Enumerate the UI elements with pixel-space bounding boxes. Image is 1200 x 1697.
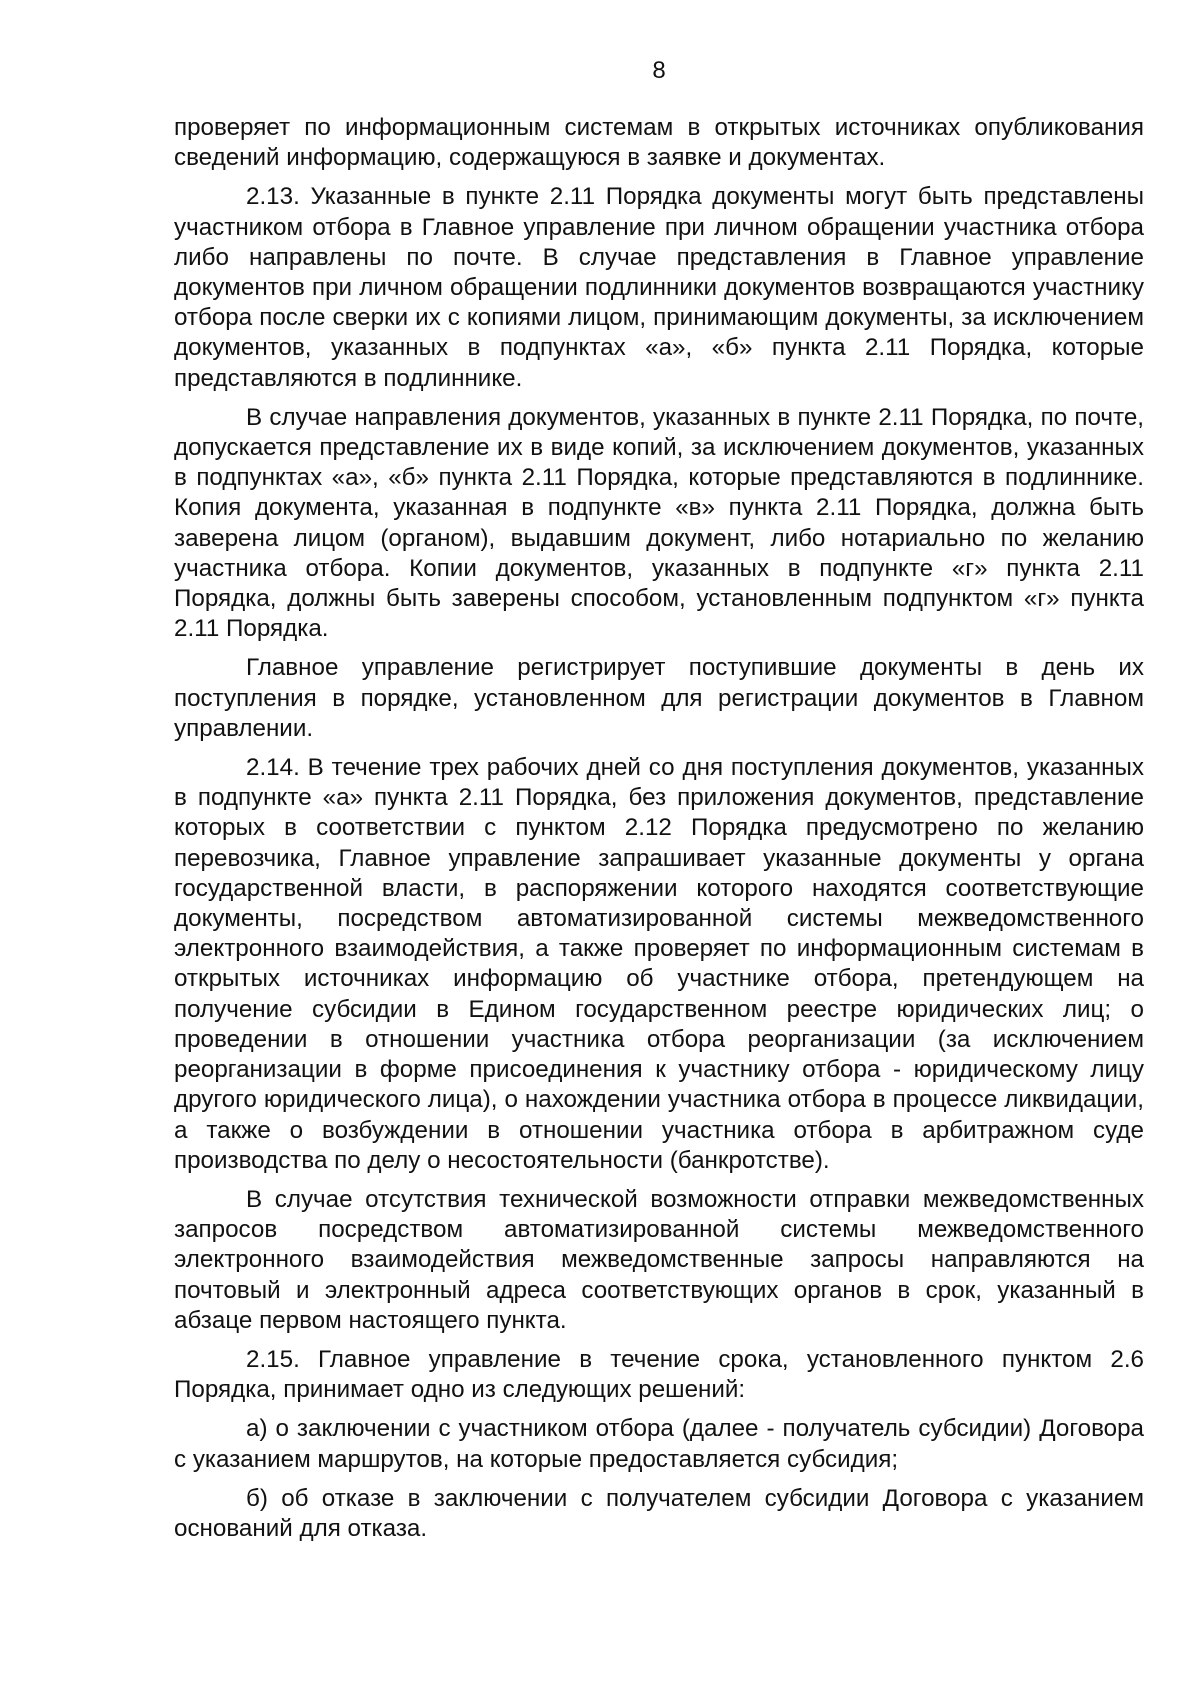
- paragraph-item-a: а) о заключении с участником отбора (далее - получатель субсидии) Договора с указанием маршрутов, на которые предоставляется субсидия;: [174, 1415, 1144, 1473]
- paragraph-mail-submission: В случае направления документов, указанных в пункте 2.11 Порядка, по почте, допускается представление их в виде копий, за исключением документов, указанных в подпунктах «а», «б» пункта 2.11 Порядка, которые представляются в подлиннике. Копия документа, указанная в подпункте «в» пункта 2.11 Порядка, должна быть заверена лицом (органом), выдавшим документ, либо нотариально по желанию участника отбора. Копии документов, указанных в подпункте «г» пункта 2.11 Порядка, должны быть заверены способом, установленным подпунктом «г» пункта 2.11 Порядка.: [174, 403, 1144, 643]
- document-body: [174, 113, 1144, 1553]
- paragraph-continuation: проверяет по информационным системам в открытых источниках опубликования сведений информацию, содержащуюся в заявке и документах.: [174, 114, 1144, 172]
- paragraph-no-technical-possibility: В случае отсутствия технической возможности отправки межведомственных запросов посредством автоматизированной системы межведомственного электронного взаимодействия межведомственные запросы направляются на почтовый и электронный адреса соответствующих органов в срок, указанный в абзаце первом настоящего пункта.: [174, 1185, 1144, 1334]
- paragraph-item-b: б) об отказе в заключении с получателем субсидии Договора с указанием оснований для отказа.: [174, 1484, 1144, 1542]
- paragraph-registration: Главное управление регистрирует поступившие документы в день их поступления в порядке, установленном для регистрации документов в Главном управлении.: [174, 654, 1144, 742]
- paragraph-2-14: 2.14. В течение трех рабочих дней со дня поступления документов, указанных в подпункте «а» пункта 2.11 Порядка, без приложения документов, представление которых в соответствии с пунктом 2.12 Порядка предусмотрено по желанию перевозчика, Главное управление запрашивает указанные документы у органа государственной власти, в распоряжении которого находятся соответствующие документы, посредством автоматизированной системы межведомственного электронного взаимодействия, а также проверяет по информационным системам в открытых источниках информацию об участнике отбора, претендующем на получение субсидии в Едином государственном реестре юридических лиц; о проведении в отношении участника отбора реорганизации (за исключением реорганизации в форме присоединения к участнику отбора - юридическому лицу другого юридического лица), о нахождении участника отбора в процессе ликвидации, а также о возбуждении в отношении участника отбора в арбитражном суде производства по делу о несостоятельности (банкротстве).: [174, 754, 1144, 1174]
- paragraph-2-15: 2.15. Главное управление в течение срока, установленного пунктом 2.6 Порядка, принимает одно из следующих решений:: [174, 1345, 1144, 1404]
- page-number: 8: [652, 57, 666, 84]
- paragraph-2-13: 2.13. Указанные в пункте 2.11 Порядка документы могут быть представлены участником отбора в Главное управление при личном обращении участника отбора либо направлены по почте. В случае представления в Главное управление документов при личном обращении подлинники документов возвращаются участнику отбора после сверки их с копиями лицом, принимающим документы, за исключением документов, указанных в подпунктах «а», «б» пункта 2.11 Порядка, которые представляются в подлиннике.: [174, 183, 1144, 392]
